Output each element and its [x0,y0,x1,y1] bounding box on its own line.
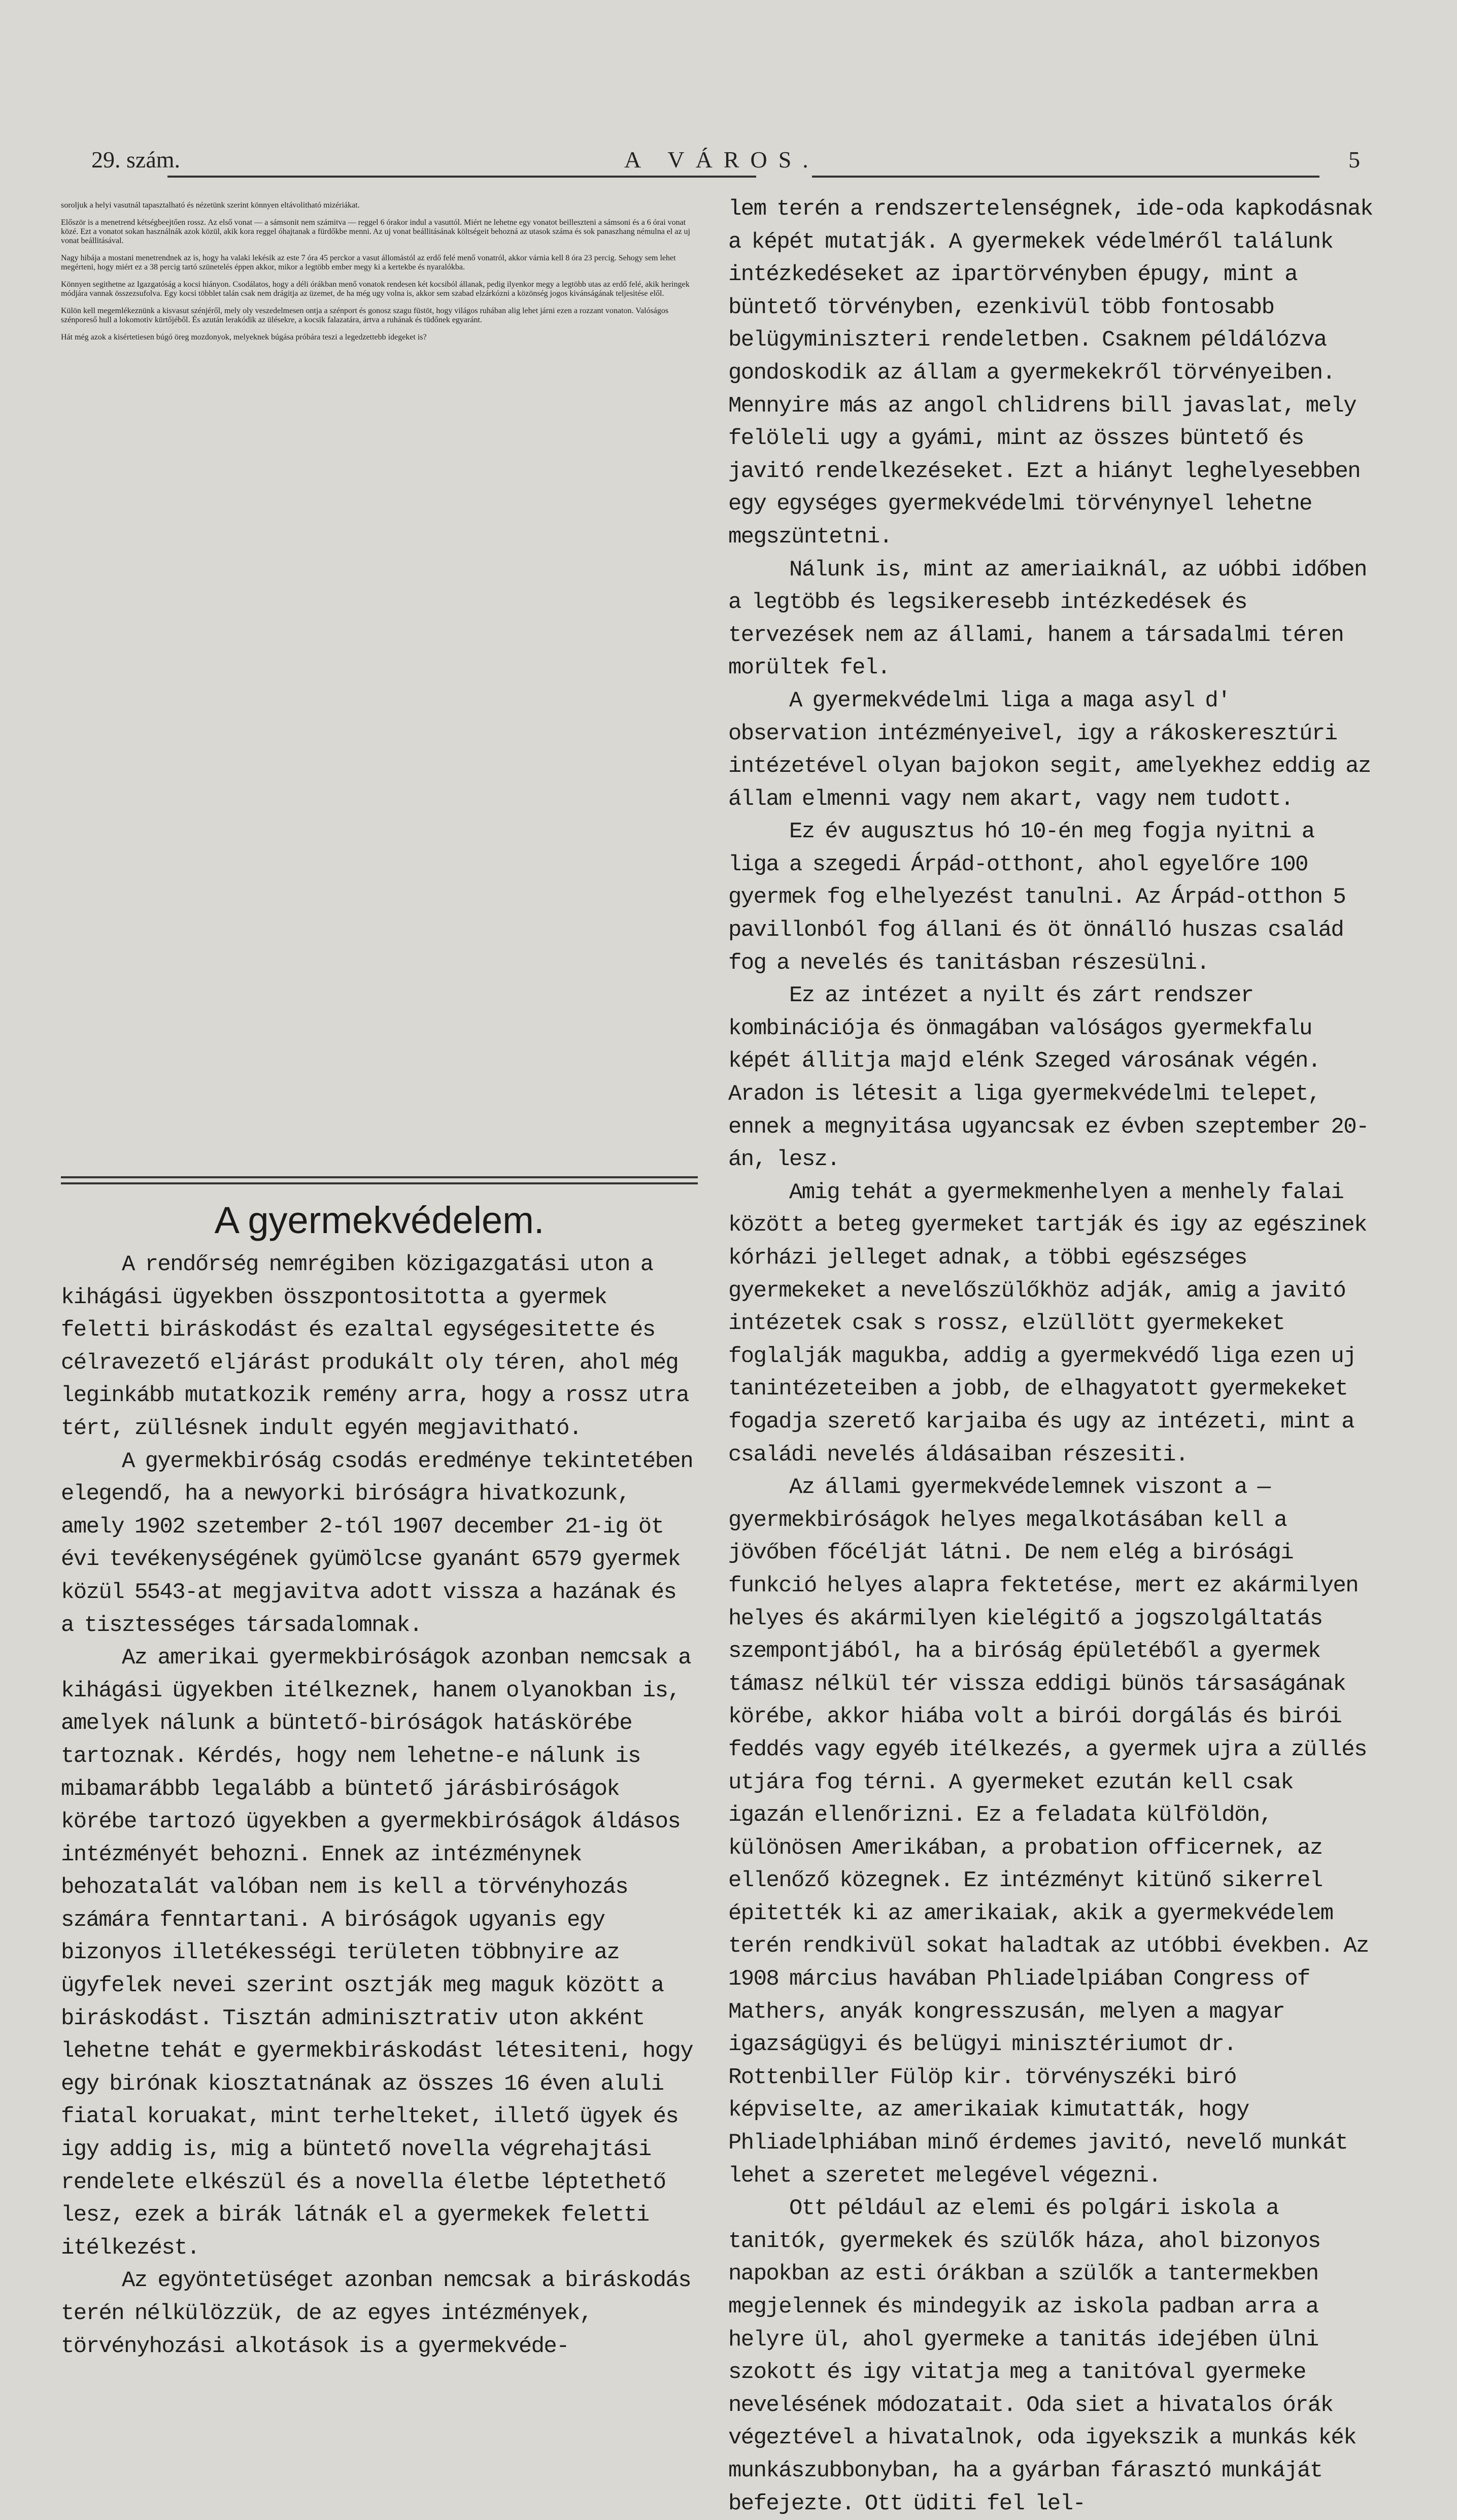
paragraph: A gyermekbiróság csodás eredménye tekintetében elegendő, ha a newyorki biróságra hivatkozunk, amely 1902 szetember 2-tól 1907 december 21-ig öt évi tevékenységének gyümölcse gyanánt 6579 gyermek közül 5543-at megjavitva adott vissza a hazának és a tisztességes társadalomnak. [61,1448,693,1638]
paragraph: Az amerikai gyermekbiróságok azonban nemcsak a kihágási ügyekben itélkeznek, hanem olyanokban is, amelyek nálunk a büntető-biróságok hatáskörébe tartoznak. Kérdés, hogy nem lehetne-e nálunk is mibamarábbb legalább a büntető járásbiróságok körébe tartozó ügyekben a gyermekbiróságok áldásos intézményét behozni. Ennek az intézménynek behozatalát valóban nem is kell a törvényhozás számára fenntartani. A biróságok ugyanis egy bizonyos illetékességi területen többnyire az ügyfelek nevei szerint osztják meg maguk között a biráskodást. Tisztán adminisztrativ uton akként lehetne tehát e gyermekbiráskodást létesiteni, hogy egy birónak kiosztatnának az összes 16 éven aluli fiatal koruakat, mint terhelteket, illető ügyek és igy addig is, mig a büntető novella végrehajtási rendelete elkészül és a novella életbe léptethető lesz, ezek a birák látnák el a gyermekek feletti itélkezést. [61,1645,693,2261]
paragraph: Az egyöntetüséget azonban nemcsak a biráskodás terén nélkülözzük, de az egyes intézmények, törvényhozási alkotások is a gyermekvéde- [61,2268,691,2359]
paragraph: Nálunk is, mint az ameriaiknál, az uóbbi időben a legtöbb és legsikeresebb intézkedések és tervezések nem az állami, hanem a társadalmi téren morültek fel. [728,557,1367,681]
header-rule-left [167,176,756,178]
section-title: A gyermekvédelem. [214,1199,545,1241]
section-divider [61,1176,698,1178]
paragraph: Először is a menetrend kétségbeejtően rossz. Az első vonat — a sámsonit nem számitva — reggel 6 órakor indul a vasuttól. Miért ne lehetne egy vonatot beilleszteni a sámsoni és a 6 órai vonat közé. Ezt a vonatot sokan használnák azok közül, akik kora reggel óhajtanak a fürdőkbe menni. Az uj vonat beállitásának költségeit behozná az utasok száma és sok panaszhang némulna el az uj vonat beállitásával. [61,218,690,245]
paragraph: Ott például az elemi és polgári iskola a tanitók, gyermekek és szülők háza, ahol bizonyos napokban az esti órákban a szülők a tantermekben megjelennek és mindegyik az iskola padban arra a helyre ül, ahol gyermeke a tanitás idejében ülni szokott és igy vitatja meg a tanitóval gyermeke nevelésének módozatait. Oda siet a hivatalos órák végeztével a hivatalnok, oda igyekszik a munkás kék munkászubbonyban, ha a gyárban fárasztó munkáját befejezte. Ott üditi fel lel- [728,2196,1357,2516]
paragraph: Nagy hibája a mostani menetrendnek az is, hogy ha valaki lekésik az este 7 óra 45 perckor a vasut állomástól az erdő felé menő vonatról, akkor várnia kell 8 óra 23 percig. Sehogy sem lehet megérteni, hogy miért ez a 38 percig tartó szünetelés éppen akkor, mikor a legtöbb ember megy ki a kertekbe és nyaralókba. [61,254,676,271]
page-header [91,146,1360,177]
paragraph: A gyermekvédelmi liga a maga asyl d' observation intézményeivel, igy a rákoskeresztúri intézetével olyan bajokon segit, amelyekhez eddig az állam elmenni vagy nem akart, vagy nem tudott. [728,688,1371,812]
paragraph: A rendőrség nemrégiben közigazgatási uton a kihágási ügyekben összpontositotta a gyermek feletti biráskodást és ezaltal egységesitette és célravezető eljárást produkált oly téren, ahol még leginkább mutatkozik remény arra, hogy a rossz utra tért, züllésnek indult egyén megjavitható. [61,1252,689,1441]
paragraph: Ez az intézet a nyilt és zárt rendszer kombinációja és önmagában valóságos gyermekfalu képét állitja majd elénk Szeged városának végén. Aradon is létesit a liga gyermekvédelmi telepet, ennek a megnyitása ugyancsak ez évben szeptember 20-án, lesz. [728,983,1369,1173]
newspaper-title: A VÁROS. [624,147,820,173]
page-number: 5 [1348,147,1360,173]
paragraph: Könnyen segithetne az Igazgatóság a kocsi hiányon. Csodálatos, hogy a déli órákban menő vonatok rendesen két kocsiból állanak, pedig ilyenkor megy a legtöbb utas az erdő felé, akik heringek módjára vannak összezsufolva. Egy kocsi többlet talán csak nem drágitja az üzemet, de ha még ugy volna is, akkor sem szabad elzárkózni a közönség jogos kivánságának teljesitése elől. [61,280,690,298]
paragraph: lem terén a rendszertelenségnek, ide-oda kapkodásnak a képét mutatják. A gyermekek védelméről találunk intézkedéseket az ipartörvényben épugy, mint a büntető törvényben, ezenkivül több fontosabb belügyminiszteri rendeletben. Csaknem példálózva gondoskodik az állam a gyermekekről törvényeiben. Mennyire más az angol chlidrens bill javaslat, mely felöleli ugy a gyámi, mint az összes büntető és javitó rendelkezéseket. Ezt a hiányt leghelyesebben egy egységes gyermekvédelmi törvénynyel lehetne megszüntetni. [728,196,1373,550]
section-divider [61,1182,698,1184]
paragraph: Hát még azok a kisértetiesen búgó öreg mozdonyok, melyeknek búgása próbára teszi a legedzettebb idegeket is? [61,333,427,342]
paragraph: Az állami gyermekvédelemnek viszont a — gyermekbiróságok helyes megalkotásában kell a jövőben főcélját látni. De nem elég a birósági funkció helyes alapra fektetése, mert ez akármilyen helyes és akármilyen kielégitő a jogszolgáltatás szempontjából, ha a biróság épületéből a gyermek támasz nélkül tér vissza eddigi bünös társaságának körébe, akkor hiába volt a birói dorgálás és birói feddés vagy egyéb itélkezés, a gyermek ujra a züllés utjára fog térni. A gyermeket ezután kell csak igazán ellenőrizni. Ez a feladata külföldön, különösen Amerikában, a probation officernek, az ellenőző közegnek. Ez intézményt kitünő sikerrel épitették ki az amerikaiak, akik a gyermekvédelem terén rendkivül sokat haladtak az utóbbi években. Az 1908 március havában Phliadelpiában Congress of Mathers, anyák kongresszusán, melyen a magyar igazságügyi és belügyi minisztériumot dr. Rottenbiller Fülöp kir. törvényszéki biró képviselte, az amerikaiak kimutatták, hogy Phliadelphiában minő érdemes javitó, nevelő munkát lehet a szeretet melegével végezni. [728,1475,1369,2189]
paragraph: Ez év augusztus hó 10-én meg fogja nyitni a liga a szegedi Árpád-otthont, ahol egyelőre 100 gyermek fog elhelyezést tanulni. Az Árpád-otthon 5 pavillonból fog állani és öt önnálló huszas család fog a nevelés és tanitásban részesülni. [728,819,1346,976]
railway-article [61,193,698,1157]
child-protection-article-start [61,1248,698,2365]
paragraph: Külön kell megemlékeznünk a kisvasut szénjéről, mely oly veszedelmesen ontja a szénport és gonosz szagu füstöt, hogy világos ruhában alig lehet járni ezen a rozzant vonaton. Valóságos szénporeső hull a lokomotiv kürtőjéből. És azután lerakódik az ülésekre, a kocsik falazatára, ártva a ruhának és tüdőnek egyaránt. [61,307,669,324]
child-protection-article-continued [728,193,1373,2516]
header-rule-right [812,176,1319,178]
issue-number: 29. szám. [91,147,181,173]
paragraph: soroljuk a helyi vasutnál tapasztalható és nézetünk szerint könnyen eltávolitható mizériákat. [61,201,360,210]
paragraph: Amig tehát a gyermekmenhelyen a menhely falai között a beteg gyermeket tartják és igy az egészinek kórházi jelleget adnak, a többi egészséges gyermekeket a nevelőszülőkhöz adják, amig a javitó intézetek csak s rossz, elzüllött gyermekeket foglalják magukba, addig a gyermekvédő liga ezen uj tanintézeteiben a jobb, de elhagyatott gyermekeket fogadja szerető karjaiba és ugy az intézeti, mint a családi nevelés áldásaiban részesiti. [728,1179,1367,1468]
